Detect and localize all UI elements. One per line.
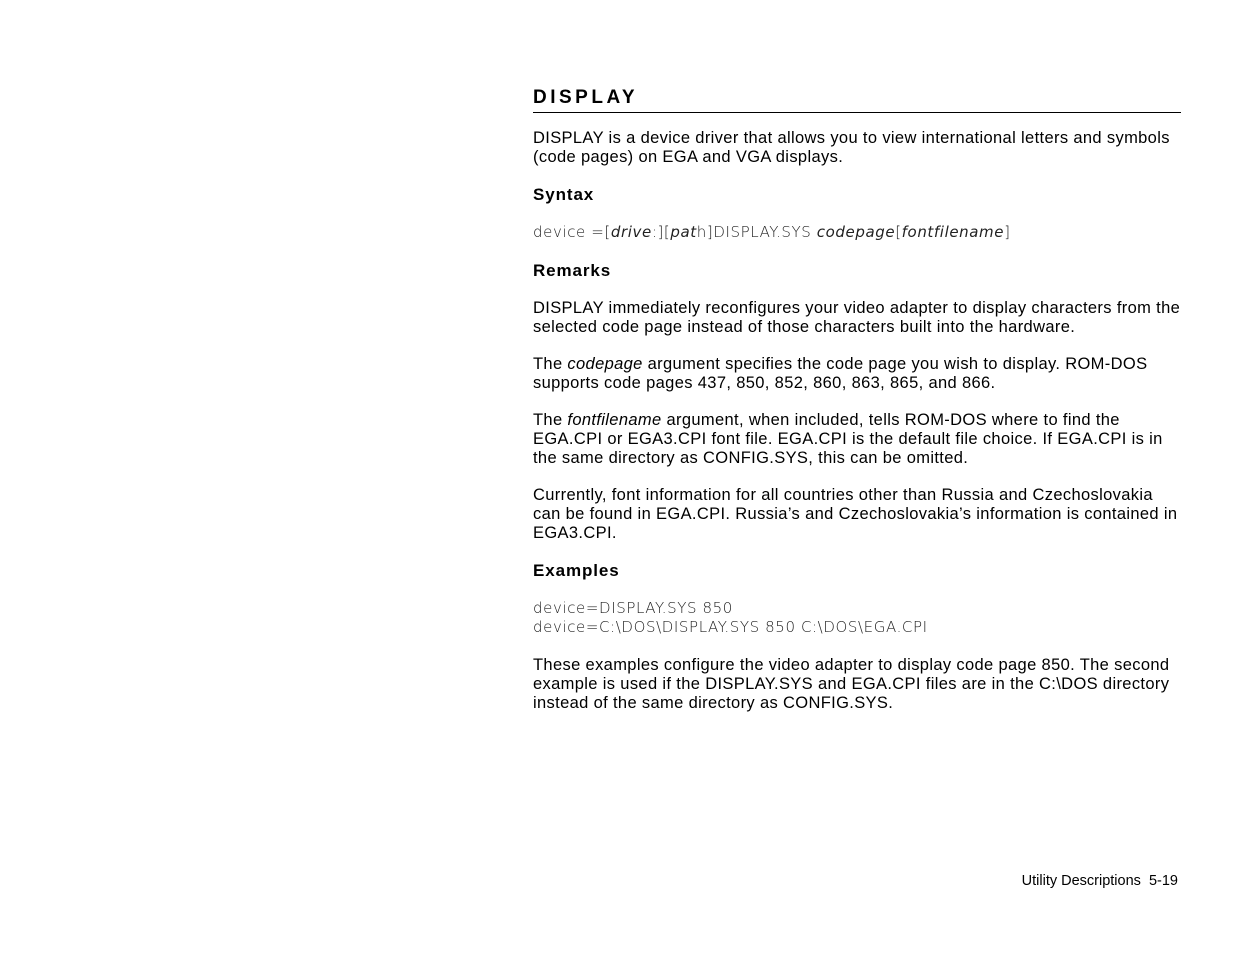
example-line-1: device=DISPLAY.SYS 850 [533,599,733,617]
examples-code [533,599,1181,637]
syntax-prefix: device =[ [533,223,611,241]
examples-heading: Examples [533,561,620,580]
remarks-p3-arg: fontfilename [567,411,662,429]
page-footer [1022,872,1178,890]
remarks-paragraph-1: DISPLAY immediately reconfigures your video adapter to display characters from the selected code page instead of those characters built into the hardware. [533,299,1181,336]
remarks-paragraph-4: Currently, font information for all countries other than Russia and Czechoslovakia can be found in EGA.CPI. Russia’s and Czechoslovakia’s information is contained in EGA3.CPI. [533,486,1178,542]
remarks-p2-pre: The [533,355,568,373]
syntax-line [533,223,1181,242]
remarks-heading: Remarks [533,261,612,280]
syntax-drive: drive [610,223,652,241]
syntax-path: pat [670,223,697,241]
example-line-2: device=C:\DOS\DISPLAY.SYS 850 C:\DOS\EGA.CPI [533,618,928,636]
syntax-heading: Syntax [533,185,595,204]
intro-paragraph: DISPLAY is a device driver that allows you to view international letters and symbols (code pages) on EGA and VGA displays. [533,129,1170,166]
footer-page-number: 5-19 [1148,873,1178,889]
remarks-paragraph-3 [533,411,1181,468]
footer-section-name: Utility Descriptions [1021,873,1141,889]
title-rule [533,112,1181,113]
remarks-p2-arg: codepage [567,355,643,373]
syntax-sep: :][ [651,223,671,241]
remarks-p2-post: argument specifies the code page you wish to display. ROM-DOS supports code pages 437, 850, 852, 860, 863, 865, and 866. [533,355,1148,392]
syntax-open-bracket: [ [895,223,902,241]
syntax-close-bracket: ] [1004,223,1011,241]
remarks-p3-pre: The [533,411,568,429]
section-title: DISPLAY [533,87,639,108]
examples-description: These examples configure the video adapter to display code page 850. The second example is used if the DISPLAY.SYS and EGA.CPI files are in the C:\DOS directory instead of the same directory as CONFIG.SYS. [533,656,1170,712]
remarks-paragraph-2 [533,355,1181,393]
syntax-fontfilename: fontfilename [901,223,1005,241]
document-page [533,86,1181,731]
syntax-path-tail: h]DISPLAY.SYS [696,223,817,241]
remarks-p3-post: argument, when included, tells ROM-DOS where to find the EGA.CPI or EGA3.CPI font file. EGA.CPI is the default file choice. If EGA.CPI is in the same directory as CONFIG.SYS, this can be omitted. [533,411,1163,467]
syntax-codepage: codepage [816,223,896,241]
